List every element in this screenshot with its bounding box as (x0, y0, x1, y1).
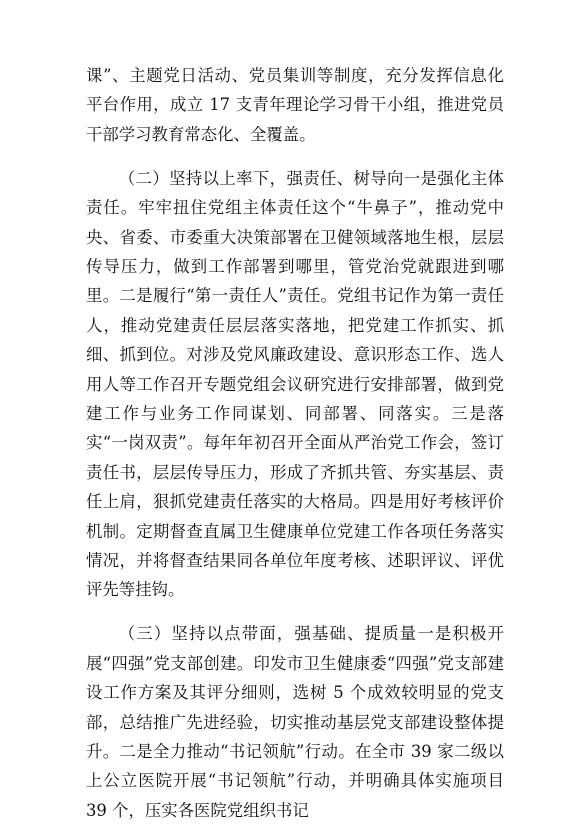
paragraph-1: 课”、主题党日活动、党员集训等制度，充分发挥信息化平台作用，成立 17 支青年理论学习骨干小组，推进党员干部学习教育常态化、全覆盖。 (86, 66, 504, 144)
paragraph-2: （二）坚持以上率下，强责任、树导向一是强化主体责任。牢牢扭住党组主体责任这个“牛鼻子”，推动党中央、省委、市委重大决策部署在卫健领域落地生根，层层传导压力，做到工作部署到哪里，管党治党就跟进到哪里。二是履行“第一责任人”责任。党组书记作为第一责任人，推动党建责任层层落实落地，把党建工作抓实、抓细、抓到位。对涉及党风廉政建设、意识形态工作、选人用人等工作召开专题党组会议研究进行安排部署，做到党建工作与业务工作同谋划、同部署、同落实。三是落实“一岗双责”。每年年初召开全面从严治党工作会，签订责任书，层层传导压力，形成了齐抓共管、夯实基层、责任上肩，狠抓党建责任落实的大格局。四是用好考核评价机制。定期督查直属卫生健康单位党建工作各项任务落实情况，并将督查结果同各单位年度考核、述职评议、评优评先等挂钩。 (86, 168, 504, 600)
document-body (86, 61, 504, 840)
paragraph-3: （三）坚持以点带面，强基础、提质量一是积极开展“四强”党支部创建。印发市卫生健康委“四强”党支部建设工作方案及其评分细则，选树 5 个成效较明显的党支部，总结推广先进经验，切实推动基层党支部建设整体提升。二是全力推动“书记领航”行动。在全市 39 家二级以上公立医院开展“书记领航”行动，并明确具体实施项目 39 个，压实各医院党组织书记 (86, 624, 504, 820)
